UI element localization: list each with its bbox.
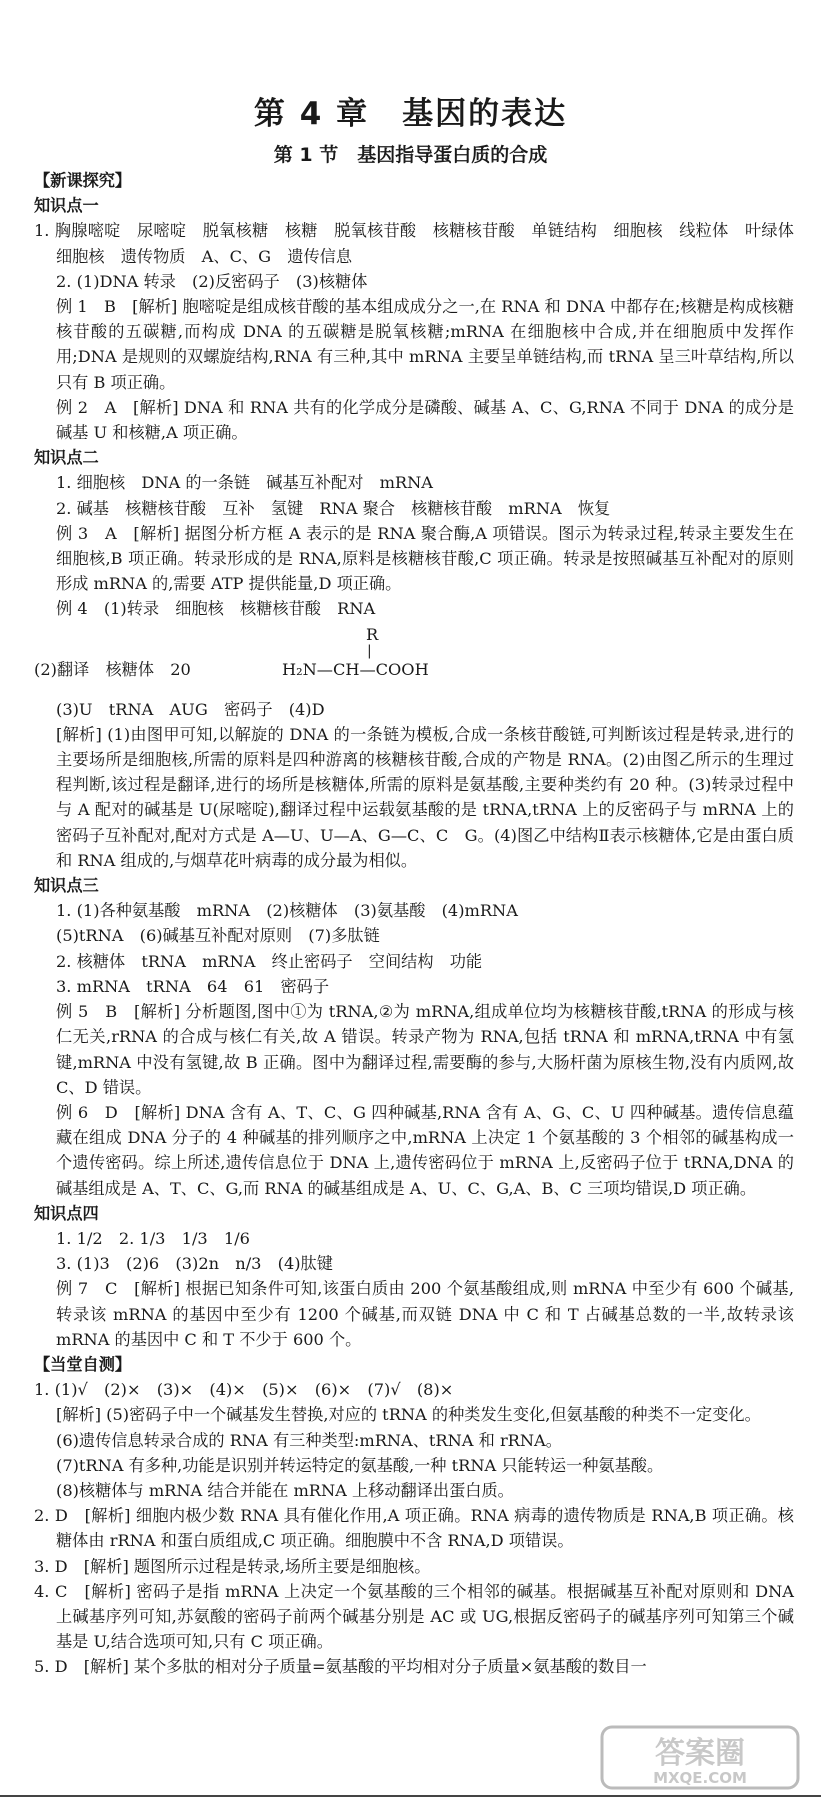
formula-r-group: R — [366, 624, 379, 644]
example-2: 例 2 A [解析] DNA 和 RNA 共有的化学成分是磷酸、碱基 A、C、G,RNA 不同于 DNA 的成分是碱基 U 和核糖,A 项正确。 — [56, 397, 794, 443]
test-3: 3. D [解析] 题图所示过程是转录,场所主要是细胞核。 — [34, 1556, 431, 1576]
kp3-item-1: 1. (1)各种氨基酸 mRNA (2)核糖体 (3)氨基酸 (4)mRNA — [56, 901, 518, 921]
svg-text:MXQE.COM: MXQE.COM — [653, 1769, 747, 1787]
knowledge-point-1: 知识点一 — [34, 196, 99, 216]
kp4-item-3: 3. (1)3 (2)6 (3)2n n/3 (4)肽键 — [56, 1254, 333, 1274]
kp3-item-2: 2. 核糖体 tRNA mRNA 终止密码子 空间结构 功能 — [56, 951, 483, 971]
example-4-line-3: (3)U tRNA AUG 密码子 (4)D — [56, 699, 325, 719]
svg-text:答案圈: 答案圈 — [655, 1736, 745, 1771]
formula-bond: | — [367, 642, 372, 659]
example-3: 例 3 A [解析] 据图分析方框 A 表示的是 RNA 聚合酶,A 项错误。图示为转录过程,转录主要发生在细胞核,B 项正确。转录形成的是 RNA,原料是核糖核苷酸,C 项正确。转录是按照碱基互补配对的原则形成 mRNA 的,需要 ATP 提供能量,D 项正确。 — [56, 523, 794, 594]
example-4-explanation: [解析] (1)由图甲可知,以解旋的 DNA 的一条链为模板,合成一条核苷酸链,可判断该过程是转录,进行的主要场所是细胞核,所需的原料是四种游离的核糖核苷酸,合成的产物是 RNA。(2)由图乙所示的生理过程判断,该过程是翻译,进行的场所是核糖体,所需的原料是氨基酸,主要种类约有 20 种。(3)转录过程中与 A 配对的碱基是 U(尿嘧啶),翻译过程中运载氨基酸的是 tRNA,tRNA 上的反密码子与 mRNA 上的密码子互补配对,配对方式是 A—U、U—A、G—C、C G。(4)图乙中结构Ⅱ表示核糖体,它是由蛋白质和 RNA 组成的,与烟草花叶病毒的成分最为相似。 — [56, 724, 794, 870]
test-2: 2. D [解析] 细胞内极少数 RNA 具有催化作用,A 项正确。RNA 病毒的遗传物质是 RNA,B 项正确。核糖体由 rRNA 和蛋白质组成,C 项正确。细胞膜中不含 RNA,D 项错误。 — [34, 1506, 794, 1551]
section-heading-self-test: 【当堂自测】 — [34, 1354, 132, 1374]
kp3-item-1b: (5)tRNA (6)碱基互补配对原则 (7)多肽链 — [56, 926, 380, 946]
test-1-explanation-8: (8)核糖体与 mRNA 结合并能在 mRNA 上移动翻译出蛋白质。 — [56, 1480, 514, 1500]
kp3-item-3: 3. mRNA tRNA 64 61 密码子 — [56, 976, 330, 996]
test-1-explanation-5: [解析] (5)密码子中一个碱基发生替换,对应的 tRNA 的种类发生变化,但氨基酸的种类不一定变化。 — [56, 1405, 761, 1425]
example-4-line-2: (2)翻译 核糖体 20 — [34, 659, 191, 679]
answer-content — [34, 168, 811, 1680]
watermark-logo — [600, 1725, 800, 1790]
example-4-line-1: 例 4 (1)转录 细胞核 核糖核苷酸 RNA — [56, 599, 376, 619]
example-6: 例 6 D [解析] DNA 含有 A、T、C、G 四种碱基,RNA 含有 A、G、C、U 四种碱基。遗传信息蕴藏在组成 DNA 分子的 4 种碱基的排列顺序之中,mRNA 上决定 1 个氨基酸的 3 个相邻的碱基构成一个遗传密码。综上所述,遗传信息位于 DNA 上,遗传密码位于 mRNA 上,反密码子位于 tRNA,DNA 的碱基组成是 A、T、C、G,而 RNA 的碱基组成是 A、U、C、G,A、B、C 三项均错误,D 项正确。 — [56, 1102, 794, 1198]
test-5: 5. D [解析] 某个多肽的相对分子质量=氨基酸的平均相对分子质量×氨基酸的数目一 — [34, 1657, 647, 1677]
example-1: 例 1 B [解析] 胞嘧啶是组成核苷酸的基本组成成分之一,在 RNA 和 DNA 中都存在;核糖是构成核糖核苷酸的五碳糖,而构成 DNA 的五碳糖是脱氧核糖;mRNA 在细胞核中合成,并在细胞质中发挥作用;DNA 是规则的双螺旋结构,RNA 有三种,其中 mRNA 主要呈单链结构,而 tRNA 呈三叶草结构,所以只有 B 项正确。 — [56, 297, 794, 392]
amino-acid-formula-block — [34, 622, 794, 697]
bottom-rule — [0, 1795, 821, 1797]
test-1-explanation-6: (6)遗传信息转录合成的 RNA 有三种类型:mRNA、tRNA 和 rRNA。 — [56, 1430, 562, 1450]
section-heading-new-study: 【新课探究】 — [34, 171, 132, 190]
kp2-item-2: 2. 碱基 核糖核苷酸 互补 氢键 RNA 聚合 核糖核苷酸 mRNA 恢复 — [56, 498, 611, 518]
example-5: 例 5 B [解析] 分析题图,图中①为 tRNA,②为 mRNA,组成单位均为核糖核苷酸,tRNA 的形成与核仁无关,rRNA 的合成与核仁有关,故 A 错误。转录产物为 RNA,包括 tRNA 和 mRNA,tRNA 中有氢键,mRNA 中没有氢键,故 B 正确。图中为翻译过程,需要酶的参与,大肠杆菌为原核生物,没有内质网,故 C、D 错误。 — [56, 1002, 794, 1097]
test-1-explanation-7: (7)tRNA 有多种,功能是识别并转运特定的氨基酸,一种 tRNA 只能转运一种氨基酸。 — [56, 1455, 664, 1475]
knowledge-point-2: 知识点二 — [34, 448, 99, 468]
section-title: 第 1 节 基因指导蛋白质的合成 — [273, 144, 548, 166]
knowledge-point-4: 知识点四 — [34, 1203, 99, 1223]
test-4: 4. C [解析] 密码子是指 mRNA 上决定一个氨基酸的三个相邻的碱基。根据碱基互补配对原则和 DNA 上碱基序列可知,苏氨酸的密码子前两个碱基分别是 AC 或 UG,根据反密码子的碱基序列可知第三个碱基是 U,结合选项可知,只有 C 项正确。 — [34, 1581, 794, 1652]
kp2-item-1: 1. 细胞核 DNA 的一条链 碱基互补配对 mRNA — [56, 473, 433, 493]
amino-acid-formula: H₂N—CH—COOH — [282, 659, 429, 679]
knowledge-point-3: 知识点三 — [34, 876, 99, 896]
kp1-item-2: 2. (1)DNA 转录 (2)反密码子 (3)核糖体 — [56, 271, 368, 291]
chapter-title: 第 4 章 基因的表达 — [253, 96, 568, 132]
example-7: 例 7 C [解析] 根据已知条件可知,该蛋白质由 200 个氨基酸组成,则 mRNA 中至少有 600 个碱基,转录该 mRNA 的基因中至少有 1200 个碱基,而双链 DNA 中 C 和 T 占碱基总数的一半,故转录该 mRNA 的基因中 C 和 T 不少于 600 个。 — [56, 1279, 794, 1349]
kp1-item-1: 1. 胸腺嘧啶 尿嘧啶 脱氧核糖 核糖 脱氧核苷酸 核糖核苷酸 单链结构 细胞核 线粒体 叶绿体 细胞核 遗传物质 A、C、G 遗传信息 — [34, 221, 811, 266]
test-1-answers: 1. (1)√ (2)× (3)× (4)× (5)× (6)× (7)√ (8)× — [34, 1380, 454, 1400]
kp4-item-1: 1. 1/2 2. 1/3 1/3 1/6 — [56, 1228, 250, 1248]
